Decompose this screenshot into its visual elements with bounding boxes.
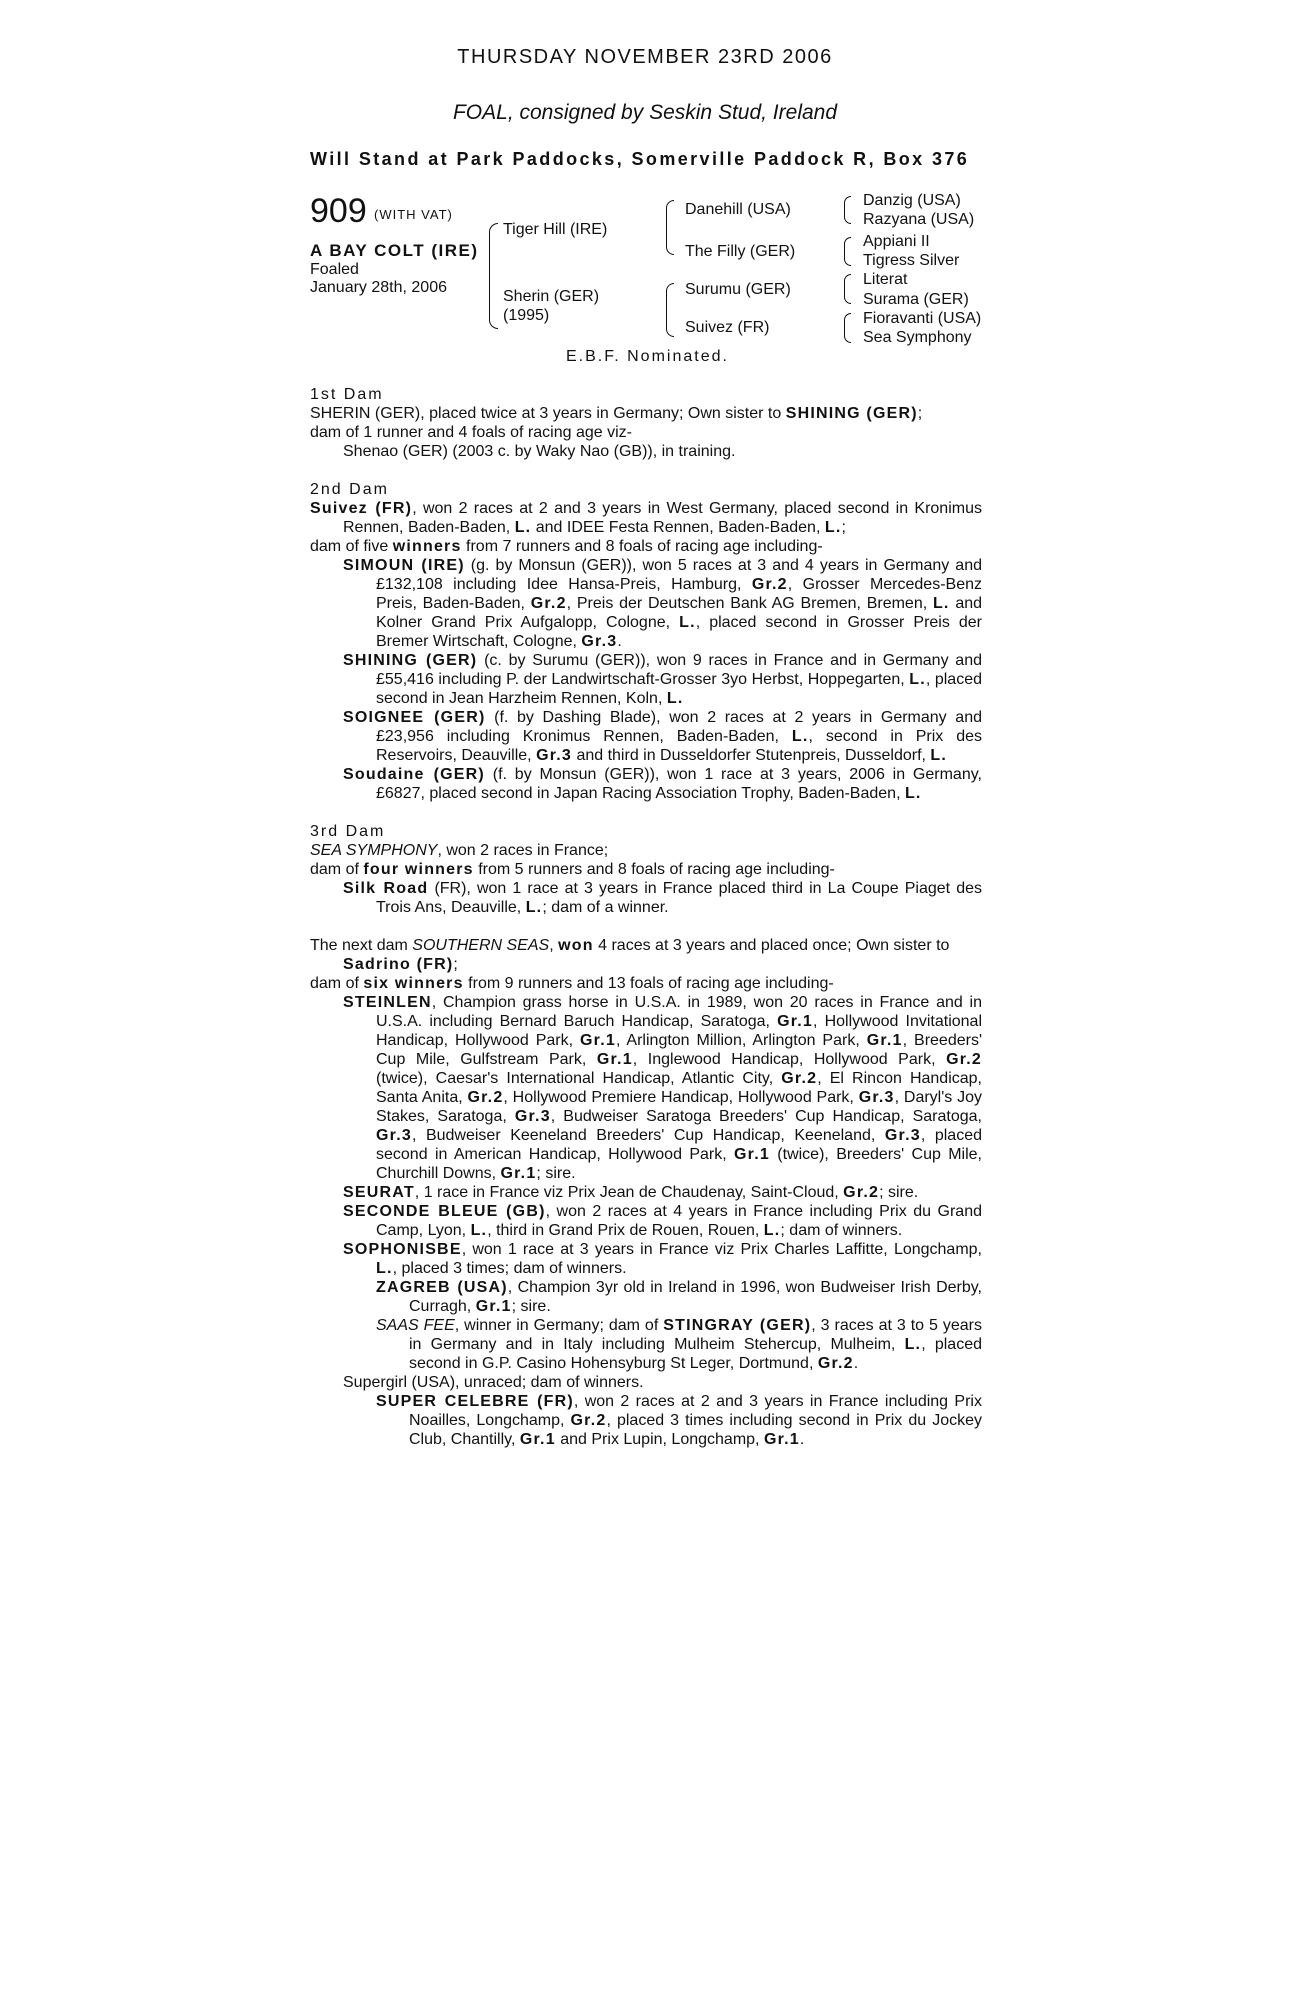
- dam-year: (1995): [503, 307, 550, 324]
- produce-shining: SHINING (GER) (c. by Surumu (GER)), won 9 races in France and in Germany and £55,416 including P. der Landwirtschaft-Grosser 3yo Herbst, Hoppegarten, L., placed second in Jean Harzheim Rennen, Koln, L.: [343, 652, 982, 707]
- pedigree-brace-3: [844, 274, 851, 304]
- produce-seurat: SEURAT, 1 race in France viz Prix Jean de Chaudenay, Saint-Cloud, Gr.2; sire.: [343, 1184, 919, 1201]
- produce-zagreb: ZAGREB (USA), Champion 3yr old in Ireland in 1996, won Budweiser Irish Derby, Curragh, Gr.1; sire.: [376, 1279, 983, 1315]
- dam-sire: Surumu (GER): [685, 281, 791, 298]
- sire-sire-dam: Razyana (USA): [863, 211, 975, 228]
- sire-dam-dam: Tigress Silver: [863, 252, 960, 269]
- produce-simoun: SIMOUN (IRE) (g. by Monsun (GER)), won 5 races at 3 and 4 years in Germany and £132,108 including Idee Hansa-Preis, Hamburg, Gr.2, Grosser Mercedes-Benz Preis, Baden-Baden, Gr.2, Preis der Deutschen Bank AG Bremen, Bremen, L. and Kolner Grand Prix Aufgalopp, Cologne, L., placed second in Grosser Preis der Bremer Wirtschaft, Cologne, Gr.3.: [343, 557, 983, 650]
- third-dam-produce-line: dam of four winners from 5 runners and 8 foals of racing age including-: [310, 861, 835, 878]
- produce-silk-road: Silk Road (FR), won 1 race at 3 years in France placed third in La Coupe Piaget des Trois Ans, Deauville, L.; dam of a winner.: [343, 880, 982, 916]
- pedigree-brace-2: [844, 237, 851, 266]
- dam-sire-dam: Surama (GER): [863, 291, 969, 308]
- vat-note: (WITH VAT): [374, 207, 453, 222]
- sire-dam: The Filly (GER): [685, 243, 796, 260]
- first-dam-heading: 1st Dam: [310, 386, 384, 403]
- consignment-line: FOAL, consigned by Seskin Stud, Ireland: [452, 101, 838, 124]
- pedigree-brace-dam: [666, 283, 674, 337]
- sire-sire-sire: Danzig (USA): [863, 192, 961, 209]
- third-dam-record: SEA SYMPHONY, won 2 races in France;: [310, 842, 609, 859]
- produce-saas-fee: SAAS FEE, winner in Germany; dam of STINGRAY (GER), 3 races at 3 to 5 years in Germany and in Italy including Mulheim Stehercup, Mulheim, L., placed second in G.P. Casino Hohensyburg St Leger, Dortmund, Gr.2.: [376, 1317, 982, 1372]
- second-dam-heading: 2nd Dam: [310, 481, 389, 498]
- pedigree-brace-main: [489, 223, 498, 329]
- lot-number: 909: [310, 192, 367, 230]
- produce-steinlen: STEINLEN, Champion grass horse in U.S.A. in 1989, won 20 races in France and in U.S.A. including Bernard Baruch Handicap, Saratoga, Gr.1, Hollywood Invitational Handicap, Hollywood Park, Gr.1, Arlington Million, Arlington Park, Gr.1, Breeders' Cup Mile, Gulfstream Park, Gr.1, Inglewood Handicap, Hollywood Park, Gr.2 (twice), Caesar's International Handicap, Atlantic City, Gr.2, El Rincon Handicap, Santa Anita, Gr.2, Hollywood Premiere Handicap, Hollywood Park, Gr.3, Daryl's Joy Stakes, Saratoga, Gr.3, Budweiser Saratoga Breeders' Cup Handicap, Saratoga, Gr.3, Budweiser Keeneland Breeders' Cup Handicap, Keeneland, Gr.3, placed second in American Handicap, Hollywood Park, Gr.1 (twice), Breeders' Cup Mile, Churchill Downs, Gr.1; sire.: [343, 994, 983, 1182]
- sire-name: Tiger Hill (IRE): [503, 221, 608, 238]
- first-dam-produce-line: dam of 1 runner and 4 foals of racing age viz-: [310, 424, 632, 441]
- stand-location: Will Stand at Park Paddocks, Somerville Paddock R, Box 376: [310, 149, 970, 169]
- pedigree-brace-sire: [666, 200, 674, 255]
- produce-soignee: SOIGNEE (GER) (f. by Dashing Blade), won 2 races at 2 years in Germany and £23,956 including Kronimus Rennen, Baden-Baden, L., second in Prix des Reservoirs, Deauville, Gr.3 and third in Dusseldorfer Stutenpreis, Dusseldorf, L.: [343, 709, 983, 764]
- dam-sire-sire: Literat: [863, 271, 908, 288]
- produce-soudaine: Soudaine (GER) (f. by Monsun (GER)), won 1 race at 3 years, 2006 in Germany, £6827, placed second in Japan Racing Association Trophy, Baden-Baden, L.: [343, 766, 982, 802]
- pedigree-brace-4: [844, 313, 851, 343]
- sale-date: THURSDAY NOVEMBER 23RD 2006: [457, 46, 833, 68]
- dam-name: Sherin (GER): [503, 288, 600, 305]
- first-dam-line: SHERIN (GER), placed twice at 3 years in Germany; Own sister to SHINING (GER);: [310, 405, 923, 422]
- produce-supergirl: Supergirl (USA), unraced; dam of winners.: [343, 1374, 644, 1391]
- first-dam-foal: Shenao (GER) (2003 c. by Waky Nao (GB)), in training.: [343, 443, 736, 460]
- dam-dam: Suivez (FR): [685, 319, 770, 336]
- ebf-nominated: E.B.F. Nominated.: [566, 348, 729, 365]
- produce-super-celebre: SUPER CELEBRE (FR), won 2 races at 2 and 3 years in France including Prix Noailles, Longchamp, Gr.2, placed 3 times including second in Prix du Jockey Club, Chantilly, Gr.1 and Prix Lupin, Longchamp, Gr.1.: [376, 1393, 983, 1448]
- next-dam-produce-line: dam of six winners from 9 runners and 13 foals of racing age including-: [310, 975, 834, 992]
- second-dam-record: Suivez (FR), won 2 races at 2 and 3 years in West Germany, placed second in Kronimus Rennen, Baden-Baden, L. and IDEE Festa Rennen, Baden-Baden, L.;: [310, 500, 982, 536]
- produce-sophonisbe: SOPHONISBE, won 1 race at 3 years in France viz Prix Charles Laffitte, Longchamp, L., placed 3 times; dam of winners.: [343, 1241, 982, 1277]
- dam-dam-sire: Fioravanti (USA): [863, 310, 982, 327]
- foaled-date: January 28th, 2006: [310, 279, 447, 296]
- pedigree-brace-1: [844, 196, 851, 224]
- produce-seconde-bleue: SECONDE BLEUE (GB), won 2 races at 4 years in France including Prix du Grand Camp, Lyon, L., third in Grand Prix de Rouen, Rouen, L.; dam of winners.: [343, 1203, 982, 1239]
- lot-name: A BAY COLT (IRE): [310, 241, 479, 260]
- sire-dam-sire: Appiani II: [863, 233, 930, 250]
- sire-sire: Danehill (USA): [685, 201, 791, 218]
- third-dam-heading: 3rd Dam: [310, 823, 386, 840]
- pedigree-notes: [310, 385, 982, 1449]
- dam-dam-dam: Sea Symphony: [863, 329, 972, 346]
- second-dam-produce-line: dam of five winners from 7 runners and 8 foals of racing age including-: [310, 538, 823, 555]
- next-dam-record: The next dam SOUTHERN SEAS, won 4 races at 3 years and placed once; Own sister to Sadrino (FR);: [310, 937, 950, 973]
- foaled-label: Foaled: [310, 261, 359, 278]
